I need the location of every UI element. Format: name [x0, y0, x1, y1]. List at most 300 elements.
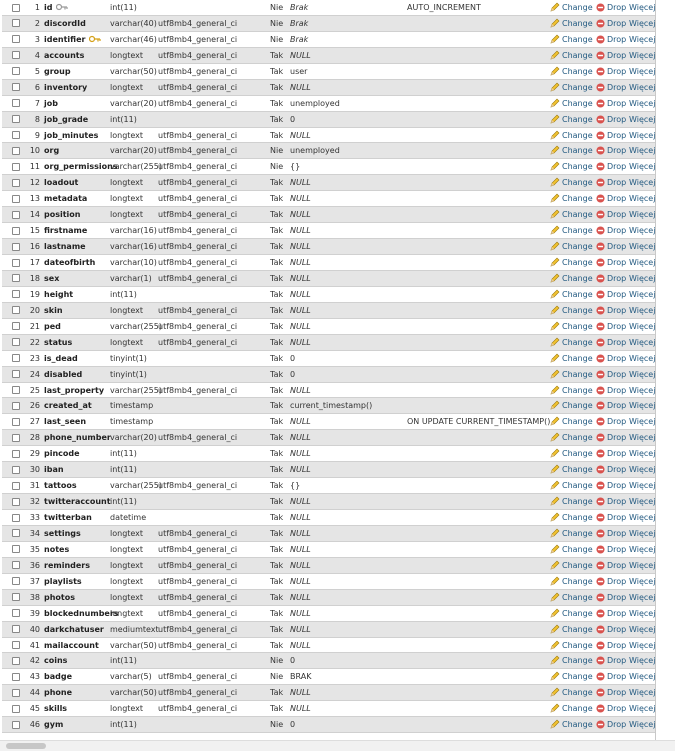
- column-name[interactable]: [44, 622, 104, 637]
- change-link[interactable]: [550, 558, 593, 575]
- column-name[interactable]: [44, 558, 90, 573]
- column-name[interactable]: [44, 542, 69, 557]
- more-label: Więcej: [629, 242, 656, 252]
- drop-link[interactable]: [596, 606, 626, 623]
- row-checkbox[interactable]: [12, 322, 20, 330]
- column-null: Tak: [270, 624, 284, 634]
- table-row: [2, 383, 655, 399]
- row-checkbox[interactable]: [12, 67, 20, 75]
- column-name[interactable]: [44, 207, 80, 222]
- change-link[interactable]: [550, 48, 593, 65]
- change-label: Change: [562, 465, 593, 475]
- table-row: [2, 526, 655, 542]
- row-checkbox[interactable]: [12, 641, 20, 649]
- drop-icon: [596, 273, 605, 288]
- change-link[interactable]: [550, 335, 593, 352]
- pencil-icon: [550, 512, 560, 527]
- column-name-text: reminders: [44, 560, 91, 570]
- change-link[interactable]: [550, 669, 593, 686]
- column-default: 0: [290, 114, 296, 124]
- change-link[interactable]: [550, 701, 593, 718]
- more-link[interactable]: [629, 638, 655, 653]
- more-link[interactable]: [629, 717, 655, 732]
- more-link[interactable]: [629, 112, 655, 127]
- row-checkbox[interactable]: [12, 625, 20, 633]
- drop-link[interactable]: [596, 48, 626, 65]
- drop-link[interactable]: [596, 494, 626, 511]
- more-label: Więcej: [629, 417, 656, 427]
- change-link[interactable]: [550, 223, 593, 240]
- change-link[interactable]: [550, 510, 593, 527]
- row-checkbox[interactable]: [12, 689, 20, 697]
- drop-link[interactable]: [596, 622, 626, 639]
- more-label: Więcej: [629, 560, 656, 570]
- row-checkbox[interactable]: [12, 163, 20, 171]
- change-link[interactable]: [550, 96, 593, 113]
- table-row: [2, 96, 655, 112]
- drop-link[interactable]: [596, 701, 626, 718]
- more-label: Więcej: [629, 640, 656, 650]
- change-link[interactable]: [550, 128, 593, 145]
- drop-link[interactable]: [596, 16, 626, 33]
- row-checkbox[interactable]: [12, 51, 20, 59]
- drop-link[interactable]: [596, 653, 626, 670]
- drop-link[interactable]: [596, 0, 626, 17]
- column-name[interactable]: [44, 669, 72, 684]
- column-null: Tak: [270, 417, 284, 427]
- pencil-icon: [550, 257, 560, 272]
- column-name[interactable]: [44, 16, 86, 31]
- more-link[interactable]: [629, 685, 655, 700]
- change-link[interactable]: [550, 494, 593, 511]
- pencil-icon: [550, 18, 560, 33]
- more-link[interactable]: [629, 574, 655, 589]
- change-link[interactable]: [550, 606, 593, 623]
- column-type: varchar(10): [110, 258, 157, 267]
- more-link[interactable]: [629, 207, 655, 222]
- column-name[interactable]: [44, 430, 111, 445]
- column-number: 30: [29, 465, 40, 475]
- column-name[interactable]: [44, 0, 68, 16]
- row-checkbox[interactable]: [12, 338, 20, 346]
- more-link[interactable]: [629, 80, 655, 95]
- more-link[interactable]: [629, 143, 655, 158]
- drop-link[interactable]: [596, 590, 626, 607]
- row-checkbox[interactable]: [12, 402, 20, 410]
- change-link[interactable]: [550, 430, 593, 447]
- change-link[interactable]: [550, 590, 593, 607]
- drop-icon: [596, 353, 605, 368]
- pencil-icon: [550, 592, 560, 607]
- drop-link[interactable]: [596, 398, 626, 415]
- column-name[interactable]: [44, 446, 80, 461]
- column-name[interactable]: [44, 590, 75, 605]
- column-null: Tak: [270, 82, 284, 92]
- change-link[interactable]: [550, 383, 593, 400]
- row-checkbox[interactable]: [12, 19, 20, 27]
- change-link[interactable]: [550, 622, 593, 639]
- column-null: Nie: [270, 18, 284, 28]
- row-checkbox[interactable]: [12, 354, 20, 362]
- change-link[interactable]: [550, 526, 593, 543]
- row-checkbox[interactable]: [12, 306, 20, 314]
- row-checkbox[interactable]: [12, 99, 20, 107]
- column-name[interactable]: [44, 526, 81, 541]
- primary-key-icon: [56, 1, 68, 16]
- column-name[interactable]: [44, 287, 73, 302]
- change-label: Change: [562, 194, 593, 204]
- change-link[interactable]: [550, 542, 593, 559]
- column-name[interactable]: [44, 80, 87, 95]
- change-link[interactable]: [550, 653, 593, 670]
- drop-link[interactable]: [596, 303, 626, 320]
- column-name[interactable]: [44, 271, 59, 286]
- column-type: mediumtext: [110, 624, 159, 634]
- row-checkbox[interactable]: [12, 561, 20, 569]
- change-link[interactable]: [550, 271, 593, 288]
- more-link[interactable]: [629, 701, 655, 716]
- change-label: Change: [562, 624, 593, 634]
- change-link[interactable]: [550, 255, 593, 272]
- drop-link[interactable]: [596, 64, 626, 81]
- row-checkbox[interactable]: [12, 657, 20, 665]
- column-number: 33: [29, 513, 40, 522]
- column-name[interactable]: [44, 367, 82, 382]
- column-name[interactable]: [44, 653, 67, 668]
- drop-icon: [596, 671, 605, 686]
- more-link[interactable]: [629, 446, 655, 461]
- change-link[interactable]: [550, 351, 593, 368]
- change-link[interactable]: [550, 143, 593, 160]
- column-name[interactable]: [44, 223, 87, 238]
- change-link[interactable]: [550, 685, 593, 702]
- more-link[interactable]: [629, 653, 655, 668]
- column-number: 12: [29, 178, 40, 188]
- horizontal-scrollbar[interactable]: [0, 740, 675, 751]
- more-link[interactable]: [629, 398, 655, 413]
- more-link[interactable]: [629, 478, 655, 493]
- row-checkbox[interactable]: [12, 482, 20, 490]
- table-row: [2, 207, 655, 223]
- drop-link[interactable]: [596, 462, 626, 479]
- more-link[interactable]: [629, 191, 655, 206]
- drop-link[interactable]: [596, 223, 626, 240]
- drop-link[interactable]: [596, 239, 626, 256]
- row-checkbox[interactable]: [12, 259, 20, 267]
- column-name[interactable]: [44, 701, 67, 716]
- more-link[interactable]: [629, 239, 655, 254]
- more-link[interactable]: [629, 351, 655, 366]
- change-link[interactable]: [550, 207, 593, 224]
- column-name[interactable]: [44, 32, 101, 48]
- more-link[interactable]: [629, 48, 655, 63]
- drop-icon: [596, 209, 605, 224]
- column-name[interactable]: [44, 303, 63, 318]
- row-checkbox[interactable]: [12, 450, 20, 458]
- table-row: [2, 159, 655, 175]
- more-label: Więcej: [629, 481, 656, 491]
- drop-link[interactable]: [596, 143, 626, 160]
- change-link[interactable]: [550, 717, 593, 734]
- more-link[interactable]: [629, 271, 655, 286]
- drop-link[interactable]: [596, 558, 626, 575]
- drop-label: Drop: [607, 608, 627, 618]
- change-link[interactable]: [550, 287, 593, 304]
- drop-link[interactable]: [596, 175, 626, 192]
- drop-link[interactable]: [596, 430, 626, 447]
- more-link[interactable]: [629, 32, 655, 47]
- change-link[interactable]: [550, 32, 593, 49]
- more-link[interactable]: [629, 16, 655, 31]
- change-link[interactable]: [550, 398, 593, 415]
- column-default: {}: [290, 162, 301, 172]
- change-link[interactable]: [550, 367, 593, 384]
- drop-icon: [596, 528, 605, 543]
- change-link[interactable]: [550, 574, 593, 591]
- column-type: varchar(20): [110, 146, 157, 156]
- more-link[interactable]: [629, 303, 655, 318]
- column-name[interactable]: [44, 351, 78, 366]
- row-checkbox[interactable]: [12, 179, 20, 187]
- drop-icon: [596, 82, 605, 97]
- drop-link[interactable]: [596, 271, 626, 288]
- column-name[interactable]: [44, 383, 104, 398]
- drop-link[interactable]: [596, 510, 626, 527]
- row-checkbox[interactable]: [12, 370, 20, 378]
- table-row: [2, 239, 655, 255]
- more-link[interactable]: [629, 430, 655, 445]
- row-checkbox[interactable]: [12, 83, 20, 91]
- column-type: tinyint(1): [110, 353, 147, 363]
- table-row: [2, 606, 655, 622]
- change-link[interactable]: [550, 319, 593, 336]
- more-link[interactable]: [629, 0, 655, 15]
- column-name[interactable]: [44, 335, 72, 350]
- column-name[interactable]: [44, 398, 92, 413]
- column-name[interactable]: [44, 462, 64, 477]
- drop-link[interactable]: [596, 414, 626, 431]
- change-link[interactable]: [550, 80, 593, 97]
- row-checkbox[interactable]: [12, 147, 20, 155]
- column-name-text: sex: [44, 273, 60, 283]
- change-link[interactable]: [550, 159, 593, 176]
- drop-link[interactable]: [596, 478, 626, 495]
- drop-link[interactable]: [596, 574, 626, 591]
- drop-link[interactable]: [596, 255, 626, 272]
- row-checkbox[interactable]: [12, 386, 20, 394]
- column-collation: utf8mb4_general_ci: [158, 98, 238, 108]
- column-name[interactable]: [44, 685, 72, 700]
- change-link[interactable]: [550, 638, 593, 655]
- more-link[interactable]: [629, 223, 655, 238]
- row-checkbox[interactable]: [12, 290, 20, 298]
- drop-link[interactable]: [596, 191, 626, 208]
- more-link[interactable]: [629, 255, 655, 270]
- column-extra: AUTO_INCREMENT: [407, 3, 481, 12]
- row-checkbox[interactable]: [12, 227, 20, 235]
- column-name-text: photos: [44, 592, 75, 602]
- more-link[interactable]: [629, 494, 655, 509]
- drop-link[interactable]: [596, 383, 626, 400]
- column-default: NULL: [290, 624, 311, 634]
- column-name[interactable]: [44, 175, 78, 190]
- column-number: 5: [34, 66, 40, 76]
- drop-link[interactable]: [596, 351, 626, 368]
- row-checkbox[interactable]: [12, 466, 20, 474]
- column-name[interactable]: [44, 494, 111, 509]
- more-link[interactable]: [629, 558, 655, 573]
- more-link[interactable]: [629, 175, 655, 190]
- drop-link[interactable]: [596, 159, 626, 176]
- more-link[interactable]: [629, 64, 655, 79]
- drop-link[interactable]: [596, 542, 626, 559]
- column-name-text: twitterban: [44, 513, 92, 522]
- column-null: Tak: [270, 353, 284, 363]
- column-name[interactable]: [44, 112, 88, 127]
- drop-link[interactable]: [596, 446, 626, 463]
- row-checkbox[interactable]: [12, 274, 20, 282]
- change-label: Change: [562, 385, 593, 395]
- column-name[interactable]: [44, 606, 119, 621]
- column-default: Brak: [290, 18, 309, 28]
- column-name[interactable]: [44, 143, 59, 158]
- more-link[interactable]: [629, 510, 655, 525]
- scrollbar-thumb[interactable]: [6, 743, 46, 749]
- row-checkbox[interactable]: [12, 211, 20, 219]
- row-checkbox[interactable]: [12, 115, 20, 123]
- change-label: Change: [562, 433, 593, 443]
- column-name[interactable]: [44, 638, 99, 653]
- drop-link[interactable]: [596, 526, 626, 543]
- row-checkbox[interactable]: [12, 673, 20, 681]
- row-checkbox[interactable]: [12, 243, 20, 251]
- change-link[interactable]: [550, 446, 593, 463]
- row-checkbox[interactable]: [12, 529, 20, 537]
- drop-link[interactable]: [596, 685, 626, 702]
- column-number: 38: [29, 592, 40, 602]
- pencil-icon: [550, 289, 560, 304]
- pencil-icon: [550, 385, 560, 400]
- more-link[interactable]: [629, 128, 655, 143]
- drop-link[interactable]: [596, 128, 626, 145]
- change-label: Change: [562, 3, 593, 12]
- column-null: Tak: [270, 576, 284, 586]
- column-name[interactable]: [44, 478, 77, 493]
- drop-link[interactable]: [596, 96, 626, 113]
- drop-link[interactable]: [596, 80, 626, 97]
- change-link[interactable]: [550, 0, 593, 17]
- more-link[interactable]: [629, 367, 655, 382]
- drop-label: Drop: [607, 305, 627, 315]
- row-checkbox[interactable]: [12, 514, 20, 522]
- more-link[interactable]: [629, 622, 655, 637]
- drop-link[interactable]: [596, 32, 626, 49]
- row-checkbox[interactable]: [12, 131, 20, 139]
- row-checkbox[interactable]: [12, 577, 20, 585]
- row-checkbox[interactable]: [12, 593, 20, 601]
- more-label: Więcej: [629, 528, 656, 538]
- row-checkbox[interactable]: [12, 609, 20, 617]
- drop-link[interactable]: [596, 287, 626, 304]
- column-name[interactable]: [44, 96, 58, 111]
- row-checkbox[interactable]: [12, 4, 20, 12]
- change-link[interactable]: [550, 462, 593, 479]
- drop-label: Drop: [607, 3, 627, 12]
- column-name[interactable]: [44, 717, 63, 732]
- more-link[interactable]: [629, 590, 655, 605]
- row-checkbox[interactable]: [12, 35, 20, 43]
- column-name[interactable]: [44, 48, 84, 63]
- more-link[interactable]: [629, 669, 655, 684]
- change-link[interactable]: [550, 414, 593, 431]
- more-link[interactable]: [629, 383, 655, 398]
- change-link[interactable]: [550, 16, 593, 33]
- column-number: 9: [34, 130, 40, 140]
- column-name[interactable]: [44, 64, 71, 79]
- drop-link[interactable]: [596, 335, 626, 352]
- change-label: Change: [562, 289, 593, 299]
- drop-link[interactable]: [596, 112, 626, 129]
- change-link[interactable]: [550, 112, 593, 129]
- column-name[interactable]: [44, 414, 86, 429]
- more-link[interactable]: [629, 319, 655, 334]
- drop-link[interactable]: [596, 367, 626, 384]
- column-type: timestamp: [110, 417, 154, 427]
- drop-link[interactable]: [596, 319, 626, 336]
- more-link[interactable]: [629, 159, 655, 174]
- column-name[interactable]: [44, 319, 61, 334]
- drop-link[interactable]: [596, 638, 626, 655]
- change-link[interactable]: [550, 64, 593, 81]
- column-name[interactable]: [44, 191, 87, 206]
- row-checkbox[interactable]: [12, 705, 20, 713]
- drop-link[interactable]: [596, 669, 626, 686]
- row-checkbox[interactable]: [12, 434, 20, 442]
- change-link[interactable]: [550, 239, 593, 256]
- more-link[interactable]: [629, 542, 655, 557]
- row-checkbox[interactable]: [12, 498, 20, 506]
- row-checkbox[interactable]: [12, 545, 20, 553]
- column-name[interactable]: [44, 159, 118, 174]
- column-name[interactable]: [44, 255, 95, 270]
- row-checkbox[interactable]: [12, 195, 20, 203]
- pencil-icon: [550, 496, 560, 511]
- change-link[interactable]: [550, 191, 593, 208]
- change-link[interactable]: [550, 478, 593, 495]
- column-name[interactable]: [44, 510, 92, 525]
- drop-link[interactable]: [596, 207, 626, 224]
- more-link[interactable]: [629, 414, 655, 429]
- column-name[interactable]: [44, 128, 98, 143]
- more-link[interactable]: [629, 462, 655, 477]
- pencil-icon: [550, 624, 560, 639]
- change-link[interactable]: [550, 175, 593, 192]
- row-checkbox[interactable]: [12, 418, 20, 426]
- drop-link[interactable]: [596, 717, 626, 734]
- drop-label: Drop: [607, 146, 627, 156]
- column-collation: utf8mb4_general_ci: [158, 242, 238, 252]
- more-link[interactable]: [629, 287, 655, 302]
- more-link[interactable]: [629, 335, 655, 350]
- column-name[interactable]: [44, 574, 82, 589]
- more-link[interactable]: [629, 606, 655, 621]
- row-checkbox[interactable]: [12, 721, 20, 729]
- table-row: [2, 669, 655, 685]
- more-link[interactable]: [629, 96, 655, 111]
- column-name[interactable]: [44, 239, 86, 254]
- change-link[interactable]: [550, 303, 593, 320]
- more-link[interactable]: [629, 526, 655, 541]
